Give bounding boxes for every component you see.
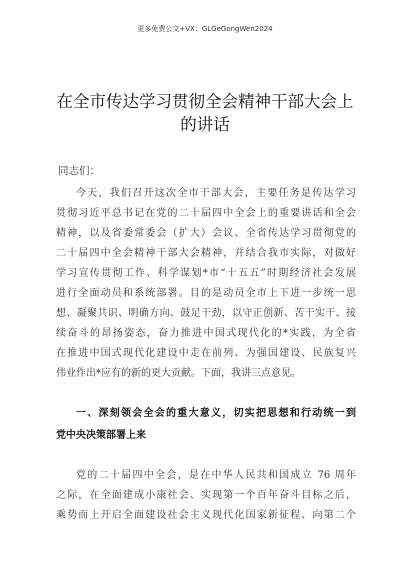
paragraph-line: 之际，在全面建成小康社会、实现第一个百年奋斗目标之后， xyxy=(56,490,356,501)
paragraph-line: 续奋斗的昂扬姿态，奋力推进中国式现代化的*实践，为全省 xyxy=(56,328,356,339)
document-title xyxy=(40,90,370,136)
title-line-2: 的讲话 xyxy=(180,115,230,134)
paragraph-line: 精神，以及省委常委会（扩大）会议、全省传达学习贯彻党的 xyxy=(56,228,356,239)
section-heading: 一、深刻领会全会的重大意义，切实把思想和行动统一到 xyxy=(76,408,356,419)
paragraph-line: 乘势而上开启全面建设社会主义现代化国家新征程、向第二个 xyxy=(56,510,356,521)
paragraph-line: 进行全面动员和系统部署。目的是动员全市上下进一步统一思 xyxy=(56,288,356,299)
section-heading: 党中央决策部署上来 xyxy=(56,430,146,441)
paragraph-line: 党的二十届四中全会，是在中华人民共和国成立 76 周年 xyxy=(76,470,356,481)
paragraph-line: 二十届四中全会精神干部大会精神，并结合我市实际，对做好 xyxy=(56,248,356,259)
paragraph-line: 贯彻习近平总书记在党的二十届四中全会上的重要讲话和全会 xyxy=(56,208,356,219)
paragraph-line: 学习宣传贯彻工作、科学谋划*市“十五五”时期经济社会发展 xyxy=(56,268,356,279)
paragraph-line: 伟业作出*应有的新的更大贡献。下面，我讲三点意见。 xyxy=(56,368,301,379)
salutation: 同志们： xyxy=(58,165,100,177)
paragraph-line: 今天，我们召开这次全市干部大会，主要任务是传达学习 xyxy=(76,188,356,199)
title-line-1: 在全市传达学习贯彻全会精神干部大会上 xyxy=(56,92,354,111)
page-header: 更多免费公文+VX：GLGeGongWen2024 xyxy=(137,25,273,33)
paragraph-line: 在推进中国式现代化建设中走在前列、为强国建设、民族复兴 xyxy=(56,348,356,359)
paragraph-line: 想、凝聚共识、明确方向、鼓足干劲，以守正创新、苦干实干、接 xyxy=(56,308,356,319)
